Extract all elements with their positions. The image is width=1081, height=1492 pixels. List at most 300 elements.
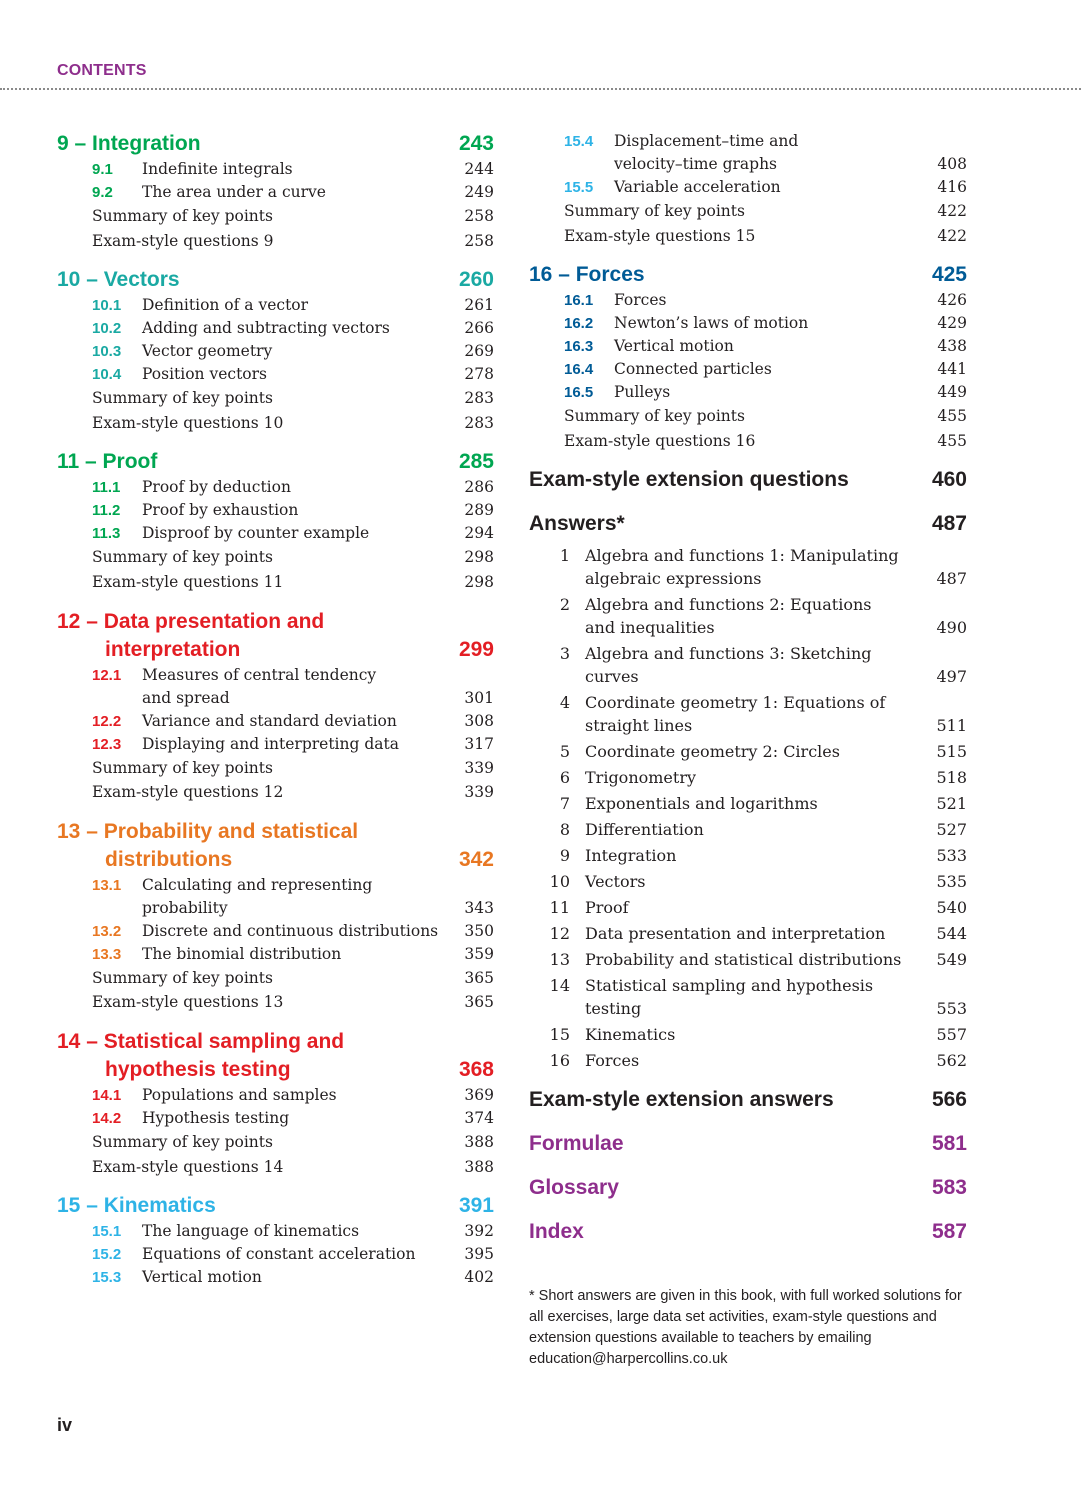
answer-number: 2 — [559, 595, 570, 615]
answer-title-line-1: Coordinate geometry 1: Equations of — [585, 693, 886, 713]
section-row[interactable] — [529, 358, 967, 381]
answer-page: 544 — [936, 924, 967, 944]
answer-row[interactable] — [529, 792, 967, 815]
section-number: 13.3 — [92, 945, 122, 963]
section-page: 343 — [464, 898, 494, 917]
answers-page: 487 — [931, 512, 967, 536]
section-number: 13.1 — [92, 876, 122, 894]
section-number: 12.1 — [92, 666, 122, 684]
section-row[interactable] — [57, 181, 494, 204]
index-title: Index — [529, 1220, 584, 1244]
section-page: 449 — [937, 383, 967, 402]
summary-title: Summary of key points — [92, 548, 273, 567]
summary-row[interactable] — [57, 966, 494, 991]
exam-row[interactable] — [529, 429, 967, 454]
answer-title-line-1: Algebra and functions 2: Equations — [585, 595, 872, 615]
exam-title: Exam-style questions 9 — [92, 231, 274, 250]
exam-page: 283 — [464, 413, 494, 432]
exam-title: Exam-style questions 11 — [92, 572, 284, 591]
chapter-title: 11 – Proof — [57, 450, 158, 474]
section-number: 9.2 — [92, 184, 113, 201]
section-title-line-1: Displacement–time and — [614, 132, 799, 150]
chapter-title: 10 – Vectors — [57, 268, 180, 292]
section-title: Variance and standard deviation — [142, 711, 397, 730]
glossary-title: Glossary — [529, 1176, 619, 1200]
section-title-line-2: and spread — [142, 688, 230, 707]
chapter-page: 425 — [931, 263, 967, 287]
section-row[interactable] — [57, 1243, 494, 1266]
section-page: 289 — [464, 501, 494, 520]
chapter-heading[interactable] — [57, 266, 494, 294]
answer-page: 535 — [936, 872, 967, 892]
section-number: 14.1 — [92, 1086, 122, 1104]
summary-title: Summary of key points — [92, 758, 273, 777]
chapter-title-line-2: distributions — [105, 847, 233, 871]
section-row[interactable] — [57, 363, 494, 386]
summary-page: 283 — [464, 389, 494, 408]
section-title: Proof by exhaustion — [142, 501, 299, 520]
chapter-title — [57, 1028, 425, 1084]
summary-page: 258 — [464, 207, 494, 225]
glossary-heading[interactable] — [529, 1174, 967, 1202]
section-row[interactable] — [529, 289, 967, 312]
section-title: Position vectors — [142, 365, 268, 384]
answer-title — [585, 593, 927, 639]
section-page: 392 — [464, 1222, 494, 1241]
section-title: Displaying and interpreting data — [142, 734, 399, 753]
section-row[interactable] — [57, 710, 494, 733]
answer-number: 4 — [559, 693, 570, 713]
section-page: 374 — [464, 1108, 494, 1127]
section-page: 426 — [937, 291, 967, 310]
answer-page: 487 — [936, 569, 967, 589]
extension-answers-title: Exam-style extension answers — [529, 1088, 834, 1112]
section-row[interactable] — [57, 476, 494, 499]
formulae-title: Formulae — [529, 1132, 624, 1156]
chapter-title-line-1: 14 – Statistical sampling and — [57, 1029, 345, 1053]
chapter-heading[interactable] — [57, 1192, 494, 1220]
index-heading[interactable] — [529, 1218, 967, 1246]
answer-title: Kinematics — [585, 1025, 676, 1045]
answer-page: 533 — [936, 846, 967, 866]
section-page: 402 — [464, 1268, 494, 1287]
answer-title-line-2: straight lines — [585, 716, 693, 736]
page-folio: iv — [57, 1415, 73, 1435]
section-row[interactable] — [57, 920, 494, 943]
answer-number: 13 — [549, 950, 570, 970]
chapter-14 — [57, 1028, 494, 1179]
right-column — [529, 130, 967, 1370]
answer-title: Exponentials and logarithms — [585, 794, 818, 814]
exam-title: Exam-style questions 10 — [92, 413, 284, 432]
answer-page: 562 — [936, 1051, 967, 1071]
answer-row[interactable] — [529, 766, 967, 789]
answer-number: 5 — [559, 742, 570, 762]
summary-row[interactable] — [57, 386, 494, 411]
answer-page: 511 — [936, 716, 967, 736]
formulae-page: 581 — [931, 1132, 967, 1156]
section-page: 308 — [464, 711, 494, 730]
section-row[interactable] — [57, 664, 494, 710]
section-row[interactable] — [57, 1107, 494, 1130]
section-number: 15.1 — [92, 1223, 122, 1241]
summary-title: Summary of key points — [92, 389, 273, 408]
section-number: 16.4 — [564, 361, 594, 379]
exam-title: Exam-style questions 13 — [92, 993, 284, 1012]
answer-title-line-2: algebraic expressions — [585, 569, 762, 589]
exam-title: Exam-style questions 12 — [92, 783, 284, 802]
chapter-page: 285 — [458, 450, 494, 474]
answer-title: Probability and statistical distributions — [585, 950, 902, 970]
index-page: 587 — [931, 1220, 967, 1244]
answer-page: 490 — [936, 618, 967, 638]
answer-number: 11 — [549, 898, 570, 918]
chapter-title: 9 – Integration — [57, 132, 201, 155]
section-number: 16.5 — [564, 384, 594, 402]
summary-row[interactable] — [529, 404, 967, 429]
chapter-15 — [57, 1192, 494, 1289]
answer-title-line-1: Algebra and functions 3: Sketching — [585, 644, 872, 664]
section-title: The language of kinematics — [142, 1222, 360, 1241]
answers-heading[interactable] — [529, 510, 967, 538]
section-title: Hypothesis testing — [142, 1108, 290, 1127]
section-page: 269 — [464, 342, 494, 361]
exam-row[interactable] — [57, 411, 494, 436]
section-row[interactable] — [57, 943, 494, 966]
answer-number: 1 — [559, 546, 570, 566]
summary-row[interactable] — [529, 199, 967, 224]
section-title: The binomial distribution — [142, 944, 342, 963]
chapter-title — [57, 608, 425, 664]
glossary-page: 583 — [931, 1176, 967, 1200]
section-number: 14.2 — [92, 1109, 122, 1127]
section-number: 16.2 — [564, 315, 594, 333]
section-number: 16.1 — [564, 292, 594, 310]
section-number: 11.1 — [92, 479, 121, 497]
chapter-heading[interactable] — [529, 261, 967, 289]
contents-heading: CONTENTS — [57, 62, 147, 79]
section-number: 12.2 — [92, 712, 122, 730]
chapter-title: 16 – Forces — [529, 263, 645, 287]
exam-row[interactable] — [57, 570, 494, 595]
section-number: 10.4 — [92, 366, 122, 384]
answer-row[interactable] — [529, 922, 967, 945]
section-title: Vertical motion — [614, 337, 734, 356]
exam-page: 298 — [464, 572, 494, 591]
section-title: Discrete and continuous distributions — [142, 921, 439, 940]
chapter-10 — [57, 266, 494, 435]
summary-title: Summary of key points — [92, 1132, 273, 1151]
section-title: Connected particles — [614, 360, 772, 379]
answers-footnote: * Short answers are given in this book, with full worked solutions for all exercises, large data set activities, exam-style questions and extension questions available to teachers by emailing education@harpercollins.co.uk — [529, 1288, 962, 1368]
answer-title-line-2: curves — [585, 667, 639, 687]
section-page: 359 — [464, 944, 494, 963]
section-number: 15.3 — [92, 1269, 122, 1287]
answer-page: 540 — [936, 898, 967, 918]
section-page: 317 — [464, 734, 494, 753]
answer-page: 521 — [936, 794, 967, 814]
answer-page: 515 — [936, 742, 967, 762]
summary-page: 455 — [937, 407, 967, 426]
answer-title-line-1: Statistical sampling and hypothesis — [585, 976, 874, 996]
section-row[interactable] — [57, 499, 494, 522]
answer-title: Data presentation and interpretation — [585, 924, 886, 944]
chapter-heading[interactable] — [57, 1028, 494, 1084]
chapter-13 — [57, 818, 494, 1015]
section-number: 12.3 — [92, 735, 122, 753]
section-page: 244 — [464, 160, 494, 178]
answer-number: 14 — [549, 976, 570, 996]
answer-row[interactable] — [529, 870, 967, 893]
chapter-title-line-1: 12 – Data presentation and — [57, 609, 325, 633]
section-number: 15.4 — [564, 133, 594, 150]
answer-title: Forces — [585, 1051, 640, 1071]
exam-page: 455 — [937, 431, 967, 450]
summary-title: Summary of key points — [92, 207, 273, 225]
section-page: 369 — [464, 1085, 494, 1104]
left-column — [57, 130, 494, 1302]
section-row[interactable] — [57, 1266, 494, 1289]
section-page: 294 — [464, 524, 494, 543]
chapter-page: 368 — [458, 1057, 494, 1081]
section-page: 286 — [464, 478, 494, 497]
section-title: Variable acceleration — [614, 178, 781, 196]
answer-title: Vectors — [585, 872, 646, 892]
section-number: 15.5 — [564, 179, 594, 196]
summary-title: Summary of key points — [564, 407, 745, 426]
exam-page: 365 — [464, 993, 494, 1012]
answer-title — [585, 642, 927, 688]
answer-title: Integration — [585, 846, 677, 866]
section-number: 10.3 — [92, 343, 122, 361]
summary-title: Summary of key points — [92, 968, 273, 987]
section-row[interactable] — [529, 176, 967, 199]
section-title: The area under a curve — [142, 183, 326, 201]
section-page: 438 — [937, 337, 967, 356]
chapter-title-line-1: 13 – Probability and statistical — [57, 819, 359, 843]
summary-title: Summary of key points — [564, 202, 745, 220]
exam-title: Exam-style questions 14 — [92, 1157, 284, 1176]
section-number: 10.1 — [92, 297, 122, 315]
answer-page: 527 — [936, 820, 967, 840]
chapter-title-line-2: hypothesis testing — [105, 1057, 291, 1081]
answer-number: 6 — [559, 768, 570, 788]
section-number: 15.2 — [92, 1246, 122, 1264]
section-title: Populations and samples — [142, 1085, 337, 1104]
answer-title: Coordinate geometry 2: Circles — [585, 742, 840, 762]
answer-page: 553 — [936, 999, 967, 1019]
section-page: 301 — [464, 688, 494, 707]
answers-title: Answers* — [529, 512, 625, 536]
exam-row[interactable] — [57, 780, 494, 805]
section-page: 408 — [937, 155, 967, 173]
section-row[interactable] — [57, 340, 494, 363]
formulae-heading[interactable] — [529, 1130, 967, 1158]
answer-number: 3 — [559, 644, 570, 664]
section-row[interactable] — [57, 294, 494, 317]
answer-row[interactable] — [529, 1049, 967, 1072]
extension-answers-heading[interactable] — [529, 1086, 967, 1114]
section-page: 249 — [464, 183, 494, 201]
section-page: 395 — [464, 1245, 494, 1264]
section-page: 266 — [464, 319, 494, 338]
answer-row[interactable] — [529, 544, 967, 590]
summary-page: 388 — [464, 1132, 494, 1151]
answer-title — [585, 974, 927, 1020]
summary-page: 365 — [464, 968, 494, 987]
section-row[interactable] — [57, 874, 494, 920]
answer-title: Differentiation — [585, 820, 704, 840]
summary-page: 298 — [464, 548, 494, 567]
section-page: 278 — [464, 365, 494, 384]
section-number: 16.3 — [564, 338, 594, 356]
answer-title-line-2: and inequalities — [585, 618, 715, 638]
section-title-line-1: Calculating and representing — [142, 875, 373, 894]
answer-number: 10 — [549, 872, 570, 892]
exam-title: Exam-style questions 16 — [564, 431, 756, 450]
answer-row[interactable] — [529, 642, 967, 688]
section-number: 10.2 — [92, 320, 122, 338]
answer-title-line-1: Algebra and functions 1: Manipulating — [585, 546, 899, 566]
extension-questions-page: 460 — [931, 468, 967, 492]
section-page: 261 — [464, 296, 494, 315]
section-page: 429 — [937, 314, 967, 333]
answer-page: 557 — [936, 1025, 967, 1045]
exam-row[interactable] — [57, 990, 494, 1015]
exam-title: Exam-style questions 15 — [564, 226, 756, 245]
chapter-9 — [57, 130, 494, 253]
answer-title-line-2: testing — [585, 999, 642, 1019]
section-row[interactable] — [57, 158, 494, 181]
answer-row[interactable] — [529, 691, 967, 737]
chapter-heading[interactable] — [57, 608, 494, 664]
chapter-12 — [57, 608, 494, 805]
chapter-page: 260 — [458, 268, 494, 292]
summary-row[interactable] — [57, 545, 494, 570]
chapter-page: 243 — [458, 132, 494, 155]
answer-row[interactable] — [529, 948, 967, 971]
answer-row[interactable] — [529, 1023, 967, 1046]
section-title: Newton’s laws of motion — [614, 314, 809, 333]
extension-questions-heading[interactable] — [529, 466, 967, 494]
section-page: 350 — [464, 921, 494, 940]
chapter-title-line-2: interpretation — [105, 637, 241, 661]
answer-title: Proof — [585, 898, 629, 918]
section-row[interactable] — [57, 522, 494, 545]
section-title: Vertical motion — [142, 1268, 262, 1287]
extension-answers-page: 566 — [931, 1088, 967, 1112]
extension-questions-title: Exam-style extension questions — [529, 468, 849, 492]
summary-row[interactable] — [57, 756, 494, 781]
answer-number: 7 — [559, 794, 570, 814]
exam-row[interactable] — [529, 224, 967, 249]
section-row[interactable] — [529, 312, 967, 335]
section-title-line-2: probability — [142, 898, 228, 917]
section-number: 9.1 — [92, 161, 113, 178]
exam-page: 258 — [464, 231, 494, 250]
chapter-page: 391 — [458, 1194, 494, 1218]
answer-number: 12 — [549, 924, 570, 944]
answer-row[interactable] — [529, 593, 967, 639]
section-title-line-2: velocity–time graphs — [614, 155, 778, 173]
section-row[interactable] — [529, 381, 967, 404]
chapter-page: 342 — [458, 847, 494, 871]
section-title: Pulleys — [614, 383, 671, 402]
answer-row[interactable] — [529, 896, 967, 919]
answer-page: 549 — [936, 950, 967, 970]
section-title: Equations of constant acceleration — [142, 1245, 416, 1264]
answer-number: 15 — [549, 1025, 570, 1045]
section-row[interactable] — [529, 335, 967, 358]
section-title: Vector geometry — [142, 342, 273, 361]
chapter-heading[interactable] — [57, 818, 494, 874]
chapter-page: 299 — [458, 637, 494, 661]
answer-number: 16 — [549, 1051, 570, 1071]
section-title-line-1: Measures of central tendency — [142, 665, 377, 684]
section-title — [614, 130, 927, 176]
section-page: 416 — [937, 178, 967, 196]
answer-row[interactable] — [529, 740, 967, 763]
answer-title — [585, 691, 927, 737]
answer-number: 9 — [559, 846, 570, 866]
section-title: Adding and subtracting vectors — [142, 319, 390, 338]
summary-page: 339 — [464, 758, 494, 777]
answer-number: 8 — [559, 820, 570, 840]
chapter-title — [57, 818, 425, 874]
answer-title — [585, 544, 927, 590]
exam-row[interactable] — [57, 229, 494, 254]
section-title — [142, 874, 454, 920]
section-row[interactable] — [57, 1084, 494, 1107]
exam-page: 388 — [464, 1157, 494, 1176]
exam-row[interactable] — [57, 1155, 494, 1180]
section-row[interactable] — [529, 130, 967, 176]
chapter-title: 15 – Kinematics — [57, 1194, 216, 1218]
section-number: 11.2 — [92, 502, 121, 520]
answer-title: Trigonometry — [585, 768, 697, 788]
section-number: 13.2 — [92, 922, 122, 940]
chapter-16 — [529, 261, 967, 453]
exam-page: 422 — [937, 226, 967, 245]
answer-row[interactable] — [529, 974, 967, 1020]
chapter-heading[interactable] — [57, 130, 494, 158]
answer-page: 497 — [936, 667, 967, 687]
chapter-heading[interactable] — [57, 448, 494, 476]
summary-page: 422 — [937, 202, 967, 220]
exam-page: 339 — [464, 783, 494, 802]
section-title: Proof by deduction — [142, 478, 291, 497]
dotted-divider — [0, 88, 1081, 90]
answer-page: 518 — [936, 768, 967, 788]
section-title: Disproof by counter example — [142, 524, 370, 543]
chapter-15-continued — [529, 130, 967, 248]
section-title — [142, 664, 454, 710]
section-page: 441 — [937, 360, 967, 379]
summary-row[interactable] — [57, 1130, 494, 1155]
section-row[interactable] — [57, 1220, 494, 1243]
section-row[interactable] — [57, 317, 494, 340]
section-title: Forces — [614, 291, 667, 310]
summary-row[interactable] — [57, 204, 494, 229]
answer-row[interactable] — [529, 844, 967, 867]
section-row[interactable] — [57, 733, 494, 756]
answers-list — [529, 544, 967, 1072]
chapter-11 — [57, 448, 494, 594]
section-title: Indefinite integrals — [142, 160, 293, 178]
section-number: 11.3 — [92, 525, 121, 543]
section-title: Definition of a vector — [142, 296, 309, 315]
answer-row[interactable] — [529, 818, 967, 841]
